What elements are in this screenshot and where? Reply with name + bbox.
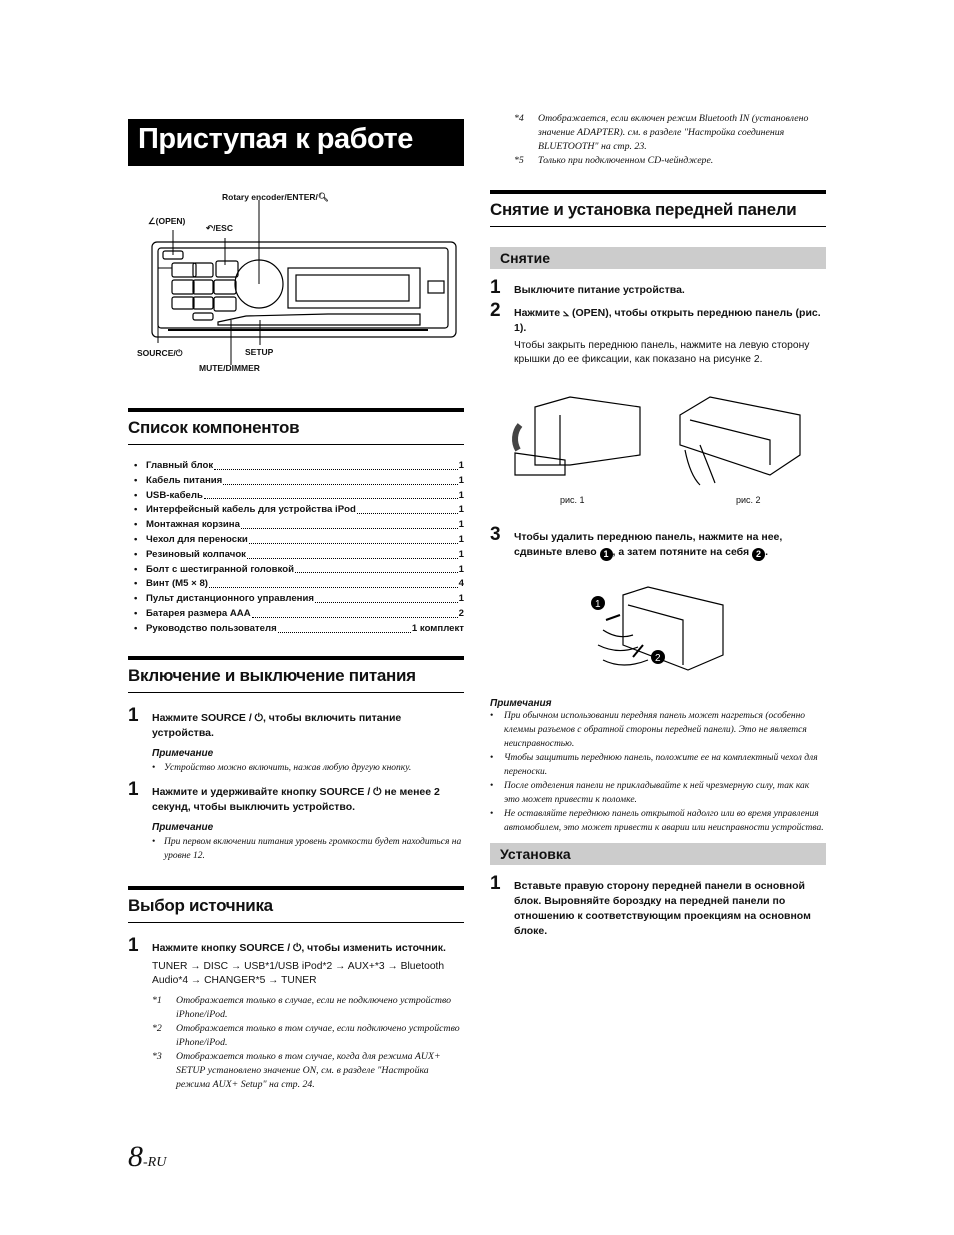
step (128, 705, 464, 741)
panel-removal-illustration (588, 585, 728, 680)
step (490, 277, 826, 298)
step-number: 1 (490, 873, 501, 894)
component-qty: 1 (458, 593, 464, 605)
circled-number-icon: 1 (600, 548, 613, 561)
component-item (128, 518, 464, 533)
power-section (128, 656, 464, 863)
step-text: Нажмите SOURCE / ⏻, чтобы включить питание устройства. (152, 712, 402, 739)
leader-dots (295, 563, 458, 574)
component-name: • Интерфейсный кабель для устройства iPod (146, 504, 356, 516)
components-list (128, 459, 464, 637)
leader-dots (249, 533, 458, 544)
page-title: Приступая к работе (128, 119, 464, 166)
component-item (128, 607, 464, 622)
step-text: Нажмите и удерживайте кнопку SOURCE / ⏻ не менее 2 секунд, чтобы выключить устройство. (152, 786, 440, 813)
page-number (128, 1140, 166, 1174)
step-number: 2 (490, 300, 501, 321)
step-3 (490, 524, 826, 561)
leader-dots (223, 474, 457, 485)
note: • Чтобы защитить переднюю панель, положите ее на комплектный чехол для переноски. (490, 751, 826, 779)
step (490, 300, 826, 336)
note: • Не оставляйте переднюю панель открытой надолго или во время управления автомобилем, это может привести к аварии или неисправности устройства. (490, 807, 826, 835)
footnote-text: Только при подключенном CD-чейнджере. (538, 155, 714, 166)
component-qty: 1 (458, 504, 464, 516)
note-heading: Примечание (152, 822, 214, 833)
step-number: 1 (128, 935, 139, 956)
search-icon: 🔍︎ (317, 192, 329, 202)
component-name: • Кабель питания (146, 474, 223, 486)
component-item (128, 563, 464, 578)
component-qty: 1 (458, 460, 464, 471)
component-qty: 1 (458, 489, 464, 501)
rotary-encoder-label: Rotary encoder/ENTER/🔍︎ (222, 192, 329, 202)
source-section (128, 886, 464, 1092)
note-heading: Примечание (152, 748, 214, 759)
component-item (128, 489, 464, 504)
subsection-heading: Установка (490, 843, 826, 865)
leader-dots (209, 577, 458, 588)
leader-dots (278, 622, 411, 633)
leader-dots (357, 503, 458, 514)
note: • При первом включении питания уровень громкости будет находиться на уровне 12. (128, 835, 464, 863)
step (490, 524, 826, 561)
footnote (128, 994, 464, 1022)
note-heading: Примечания (490, 698, 552, 709)
open-label: ∠(OPEN) (148, 216, 186, 226)
leader-dots (315, 592, 458, 603)
removal-notes (490, 698, 826, 939)
section-heading: Выбор источника (128, 886, 464, 923)
component-qty: 1 (458, 548, 464, 560)
panel-section (490, 190, 826, 367)
step-number: 1 (128, 779, 139, 800)
source-label: SOURCE/⏻ (137, 348, 183, 358)
figure-caption: рис. 2 (736, 495, 761, 505)
component-item (128, 622, 464, 637)
footnote (490, 112, 826, 154)
leader-dots (214, 459, 458, 470)
step-number: 1 (128, 705, 139, 726)
component-name: • Монтажная корзина (146, 519, 240, 531)
panel-open-illustration (500, 395, 830, 495)
figure-caption: рис. 1 (560, 495, 585, 505)
component-qty: 4 (458, 578, 464, 590)
source-sequence: TUNER → DISC → USB*1/USB iPod*2 → AUX+*3 → Bluetooth Audio*4 → CHANGER*5 → TUNER (152, 961, 445, 986)
figure-3 (588, 585, 728, 680)
component-name: • Главный блок (146, 460, 214, 471)
component-item (128, 577, 464, 592)
component-item (128, 474, 464, 489)
component-name: • Болт с шестигранной головкой (146, 563, 294, 575)
note: • При обычном использовании передняя панель может нагреться (особенно клеммы разъемов с обратной стороны передней панели). Это не является неисправностью. (490, 709, 826, 751)
component-item (128, 533, 464, 548)
note: • После отделения панели не прикладывайте к ней чрезмерную силу, так как это может привести к поломке. (490, 779, 826, 807)
step (128, 779, 464, 815)
note: • Устройство можно включить, нажав любую другую кнопку. (128, 761, 464, 775)
component-item (128, 459, 464, 474)
step-text: Нажмите ⦣ (OPEN), чтобы открыть переднюю панель (рис. 1). (514, 307, 821, 334)
open-icon: ∠ (148, 216, 156, 226)
component-name: • Пульт дистанционного управления (146, 593, 314, 605)
section-heading: Список компонентов (128, 408, 464, 445)
component-name: • Руководство пользователя (146, 622, 277, 634)
component-item (128, 592, 464, 607)
component-item (128, 503, 464, 518)
step-subtext: Чтобы закрыть переднюю панель, нажмите на левую сторону крышки до ее фиксации, как показано на рисунке 2. (514, 340, 810, 365)
component-qty: 1 (458, 474, 464, 486)
step-text: . (765, 546, 768, 558)
figures-1-2 (500, 395, 830, 510)
components-section (128, 408, 464, 637)
component-qty: 1 комплект (411, 622, 464, 634)
footnote-key: *5 (514, 155, 524, 166)
leader-dots (241, 518, 458, 529)
step-text: Чтобы удалить переднюю панель, нажмите на нее, сдвиньте влево (514, 531, 783, 558)
footnote (490, 154, 826, 168)
component-name: • USB-кабель (146, 489, 203, 501)
leader-dots (252, 607, 458, 618)
svg-text:1: 1 (595, 599, 601, 610)
footnote-text: Отображается только в случае, если не подключено устройство iPhone/iPod. (176, 995, 451, 1020)
page-number-value: 8 (128, 1140, 143, 1173)
step (128, 935, 464, 956)
step-number: 1 (490, 277, 501, 298)
esc-label: ↶/ESC (206, 223, 233, 233)
component-name: • Резиновый колпачок (146, 548, 246, 560)
component-qty: 2 (458, 607, 464, 619)
component-item (128, 548, 464, 563)
back-arrow-icon: ↶ (206, 223, 214, 233)
setup-label: SETUP (245, 347, 274, 357)
component-name: • Винт (M5 × 8) (146, 578, 208, 590)
footnotes (128, 994, 464, 1092)
footnote-key: *3 (152, 1051, 162, 1062)
step-number: 3 (490, 524, 501, 545)
component-qty: 1 (458, 519, 464, 531)
device-diagram (128, 180, 468, 380)
footnote-text: Отображается только в том случае, если подключено устройство iPhone/iPod. (176, 1023, 460, 1048)
component-qty: 1 (458, 563, 464, 575)
footnote (128, 1022, 464, 1050)
circled-number-icon: 2 (752, 548, 765, 561)
section-heading: Включение и выключение питания (128, 656, 464, 693)
mute-dimmer-label: MUTE/DIMMER (199, 363, 260, 373)
step-text: Выключите питание устройства. (514, 284, 685, 296)
power-icon: ⏻ (175, 348, 183, 358)
page-suffix: -RU (143, 1155, 167, 1170)
subsection-heading: Снятие (490, 247, 826, 269)
footnote-key: *4 (514, 113, 524, 124)
component-qty: 1 (458, 533, 464, 545)
footnote-key: *1 (152, 995, 162, 1006)
step-text: Вставьте правую сторону передней панели в основной блок. Выровняйте бороздку на передней панели по отношению к соответствующим проекциям на основном блоке. (514, 880, 811, 937)
component-name: • Батарея размера AAA (146, 607, 251, 619)
footnotes-continued (490, 112, 826, 168)
svg-text:2: 2 (655, 653, 661, 664)
step (490, 873, 826, 939)
step-text: , а затем потяните на себя (612, 546, 753, 558)
component-name: • Чехол для переноски (146, 533, 248, 545)
footnote-key: *2 (152, 1023, 162, 1034)
leader-dots (247, 548, 458, 559)
step-text: Нажмите кнопку SOURCE / ⏻, чтобы изменить источник. (152, 942, 446, 954)
footnote-text: Отображается, если включен режим Bluetooth IN (установлено значение ADAPTER). см. в разделе "Настройка соединения BLUETOOTH" на стр. 23. (538, 113, 809, 152)
section-heading: Снятие и установка передней панели (490, 190, 826, 227)
leader-dots (204, 489, 458, 500)
footnote (128, 1050, 464, 1092)
footnote-text: Отображается только в том случае, когда для режима AUX+ SETUP установлено значение ON, см. в разделе "Настройка режима AUX+ Setup" на стр. 24. (176, 1051, 441, 1090)
